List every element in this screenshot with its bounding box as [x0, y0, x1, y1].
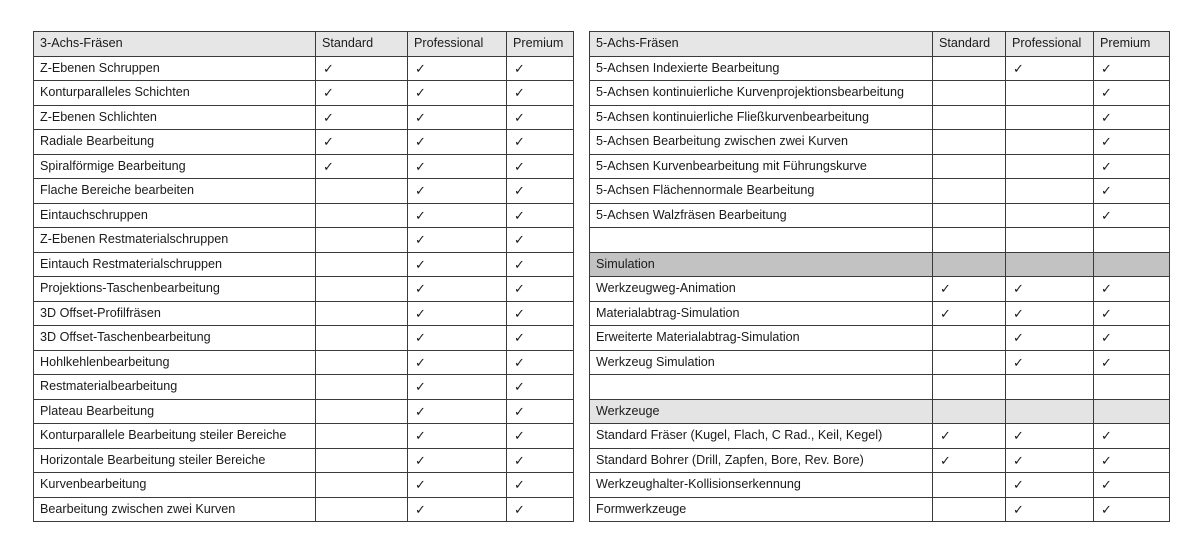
check-mark-icon: ✓	[1094, 81, 1170, 106]
feature-label: Standard Bohrer (Drill, Zapfen, Bore, Rev. Bore)	[590, 448, 933, 473]
feature-label	[590, 375, 933, 400]
check-mark-icon: ✓	[1094, 326, 1170, 351]
table-row	[34, 154, 574, 179]
table-row	[34, 81, 574, 106]
check-mark-icon: ✓	[408, 448, 507, 473]
table-row	[34, 473, 574, 498]
check-mark-icon: ✓	[316, 154, 408, 179]
check-mark-icon: ✓	[1094, 497, 1170, 522]
table-header-row	[34, 32, 574, 57]
check-mark-icon	[933, 105, 1006, 130]
check-mark-icon: ✓	[1006, 473, 1094, 498]
edition-header: Professional	[1006, 32, 1094, 57]
table-row	[34, 228, 574, 253]
check-mark-icon	[933, 497, 1006, 522]
section-header-row	[590, 399, 1170, 424]
check-mark-icon	[1006, 179, 1094, 204]
check-mark-icon	[316, 203, 408, 228]
check-mark-icon: ✓	[1006, 326, 1094, 351]
check-mark-icon	[316, 399, 408, 424]
table-row	[34, 448, 574, 473]
table-row	[590, 130, 1170, 155]
check-mark-icon: ✓	[507, 203, 574, 228]
feature-table-5-axis	[589, 31, 1170, 522]
table-row	[34, 326, 574, 351]
edition-header: Professional	[408, 32, 507, 57]
feature-label: 3D Offset-Taschenbearbeitung	[34, 326, 316, 351]
check-mark-icon: ✓	[1094, 350, 1170, 375]
category-header: 3-Achs-Fräsen	[34, 32, 316, 57]
check-mark-icon: ✓	[408, 399, 507, 424]
feature-label: Kurvenbearbeitung	[34, 473, 316, 498]
check-mark-icon	[1006, 130, 1094, 155]
check-mark-icon: ✓	[507, 473, 574, 498]
check-mark-icon: ✓	[408, 81, 507, 106]
category-header: 5-Achs-Fräsen	[590, 32, 933, 57]
check-mark-icon: ✓	[408, 375, 507, 400]
check-mark-icon	[316, 301, 408, 326]
edition-header: Premium	[507, 32, 574, 57]
check-mark-icon: ✓	[1006, 497, 1094, 522]
check-mark-icon: ✓	[1006, 448, 1094, 473]
check-mark-icon: ✓	[408, 326, 507, 351]
check-mark-icon: ✓	[507, 497, 574, 522]
check-mark-icon: ✓	[1094, 130, 1170, 155]
check-mark-icon: ✓	[408, 424, 507, 449]
check-mark-icon	[1094, 228, 1170, 253]
table-row	[590, 203, 1170, 228]
check-mark-icon	[933, 154, 1006, 179]
check-mark-icon: ✓	[408, 228, 507, 253]
check-mark-icon: ✓	[507, 228, 574, 253]
table-row	[590, 105, 1170, 130]
check-mark-icon: ✓	[507, 56, 574, 81]
check-mark-icon: ✓	[507, 179, 574, 204]
check-mark-icon	[1006, 154, 1094, 179]
feature-label: Eintauchschruppen	[34, 203, 316, 228]
check-mark-icon	[316, 473, 408, 498]
check-mark-icon	[316, 448, 408, 473]
check-mark-icon: ✓	[933, 301, 1006, 326]
check-mark-icon	[933, 473, 1006, 498]
table-row	[590, 424, 1170, 449]
check-mark-icon: ✓	[408, 56, 507, 81]
feature-label: Erweiterte Materialabtrag-Simulation	[590, 326, 933, 351]
edition-header: Standard	[933, 32, 1006, 57]
table-row	[34, 130, 574, 155]
table-row	[34, 252, 574, 277]
edition-header: Standard	[316, 32, 408, 57]
feature-label: 5-Achsen Bearbeitung zwischen zwei Kurven	[590, 130, 933, 155]
check-mark-icon	[1094, 399, 1170, 424]
check-mark-icon: ✓	[1006, 301, 1094, 326]
check-mark-icon	[1006, 228, 1094, 253]
feature-label: Werkzeug Simulation	[590, 350, 933, 375]
table-header-row	[590, 32, 1170, 57]
check-mark-icon: ✓	[1094, 56, 1170, 81]
check-mark-icon	[933, 375, 1006, 400]
check-mark-icon	[316, 375, 408, 400]
feature-label: Spiralförmige Bearbeitung	[34, 154, 316, 179]
spacer-row	[590, 375, 1170, 400]
check-mark-icon	[933, 203, 1006, 228]
check-mark-icon: ✓	[408, 130, 507, 155]
check-mark-icon: ✓	[408, 203, 507, 228]
check-mark-icon: ✓	[1094, 473, 1170, 498]
feature-label: Werkzeugweg-Animation	[590, 277, 933, 302]
check-mark-icon: ✓	[933, 448, 1006, 473]
check-mark-icon	[1094, 375, 1170, 400]
check-mark-icon	[1006, 399, 1094, 424]
table-row	[590, 179, 1170, 204]
table-row	[590, 473, 1170, 498]
table-row	[590, 56, 1170, 81]
check-mark-icon: ✓	[507, 277, 574, 302]
check-mark-icon	[316, 277, 408, 302]
feature-label: 5-Achsen Kurvenbearbeitung mit Führungskurve	[590, 154, 933, 179]
feature-label: Z-Ebenen Schruppen	[34, 56, 316, 81]
feature-label: Plateau Bearbeitung	[34, 399, 316, 424]
table-row	[34, 56, 574, 81]
check-mark-icon: ✓	[507, 130, 574, 155]
check-mark-icon: ✓	[316, 81, 408, 106]
feature-label: 5-Achsen kontinuierliche Kurvenprojektionsbearbeitung	[590, 81, 933, 106]
check-mark-icon: ✓	[1094, 277, 1170, 302]
check-mark-icon	[1094, 252, 1170, 277]
feature-label: Hohlkehlenbearbeitung	[34, 350, 316, 375]
table-row	[34, 179, 574, 204]
feature-label: 5-Achsen Walzfräsen Bearbeitung	[590, 203, 933, 228]
check-mark-icon: ✓	[1094, 154, 1170, 179]
table-row	[34, 375, 574, 400]
feature-label: Konturparallele Bearbeitung steiler Bereiche	[34, 424, 316, 449]
feature-label: Z-Ebenen Schlichten	[34, 105, 316, 130]
check-mark-icon: ✓	[1006, 350, 1094, 375]
feature-label: Z-Ebenen Restmaterialschruppen	[34, 228, 316, 253]
check-mark-icon	[933, 228, 1006, 253]
check-mark-icon: ✓	[1094, 105, 1170, 130]
check-mark-icon: ✓	[408, 179, 507, 204]
check-mark-icon	[933, 179, 1006, 204]
feature-label: Projektions-Taschenbearbeitung	[34, 277, 316, 302]
check-mark-icon: ✓	[408, 277, 507, 302]
check-mark-icon: ✓	[1006, 277, 1094, 302]
check-mark-icon: ✓	[1006, 56, 1094, 81]
table-row	[34, 277, 574, 302]
check-mark-icon: ✓	[1094, 203, 1170, 228]
check-mark-icon	[316, 497, 408, 522]
check-mark-icon: ✓	[408, 105, 507, 130]
feature-label: Flache Bereiche bearbeiten	[34, 179, 316, 204]
table-row	[590, 81, 1170, 106]
feature-label: Radiale Bearbeitung	[34, 130, 316, 155]
check-mark-icon	[933, 130, 1006, 155]
table-row	[590, 326, 1170, 351]
table-row	[34, 424, 574, 449]
check-mark-icon	[316, 252, 408, 277]
table-row	[590, 277, 1170, 302]
check-mark-icon	[1006, 105, 1094, 130]
check-mark-icon: ✓	[408, 252, 507, 277]
check-mark-icon: ✓	[316, 105, 408, 130]
check-mark-icon: ✓	[408, 350, 507, 375]
check-mark-icon	[1006, 252, 1094, 277]
check-mark-icon: ✓	[1094, 301, 1170, 326]
table-row	[590, 350, 1170, 375]
check-mark-icon: ✓	[408, 473, 507, 498]
table-row	[34, 350, 574, 375]
feature-label: Standard Fräser (Kugel, Flach, C Rad., Keil, Kegel)	[590, 424, 933, 449]
section-label: Werkzeuge	[590, 399, 933, 424]
check-mark-icon	[933, 350, 1006, 375]
feature-label: 3D Offset-Profilfräsen	[34, 301, 316, 326]
check-mark-icon: ✓	[507, 375, 574, 400]
table-row	[590, 497, 1170, 522]
edition-header: Premium	[1094, 32, 1170, 57]
table-row	[34, 203, 574, 228]
table-row	[590, 301, 1170, 326]
feature-label: Formwerkzeuge	[590, 497, 933, 522]
check-mark-icon: ✓	[507, 105, 574, 130]
spacer-row	[590, 228, 1170, 253]
check-mark-icon: ✓	[933, 277, 1006, 302]
table-row	[34, 301, 574, 326]
feature-label: Eintauch Restmaterialschruppen	[34, 252, 316, 277]
check-mark-icon: ✓	[507, 326, 574, 351]
check-mark-icon: ✓	[408, 154, 507, 179]
section-header-row	[590, 252, 1170, 277]
feature-label	[590, 228, 933, 253]
check-mark-icon: ✓	[1094, 424, 1170, 449]
check-mark-icon	[933, 252, 1006, 277]
check-mark-icon: ✓	[507, 448, 574, 473]
feature-label: Materialabtrag-Simulation	[590, 301, 933, 326]
check-mark-icon: ✓	[507, 81, 574, 106]
section-label: Simulation	[590, 252, 933, 277]
check-mark-icon: ✓	[507, 154, 574, 179]
check-mark-icon	[316, 179, 408, 204]
check-mark-icon: ✓	[507, 252, 574, 277]
check-mark-icon: ✓	[507, 350, 574, 375]
check-mark-icon: ✓	[507, 424, 574, 449]
check-mark-icon	[316, 424, 408, 449]
check-mark-icon: ✓	[507, 399, 574, 424]
check-mark-icon: ✓	[1006, 424, 1094, 449]
check-mark-icon	[933, 56, 1006, 81]
table-row	[34, 497, 574, 522]
check-mark-icon: ✓	[316, 56, 408, 81]
feature-label: 5-Achsen kontinuierliche Fließkurvenbearbeitung	[590, 105, 933, 130]
check-mark-icon	[1006, 375, 1094, 400]
check-mark-icon	[933, 326, 1006, 351]
check-mark-icon	[316, 326, 408, 351]
check-mark-icon	[933, 81, 1006, 106]
check-mark-icon: ✓	[408, 497, 507, 522]
feature-label: Konturparalleles Schichten	[34, 81, 316, 106]
check-mark-icon: ✓	[933, 424, 1006, 449]
check-mark-icon: ✓	[1094, 448, 1170, 473]
check-mark-icon: ✓	[316, 130, 408, 155]
feature-label: 5-Achsen Indexierte Bearbeitung	[590, 56, 933, 81]
check-mark-icon: ✓	[1094, 179, 1170, 204]
feature-label: 5-Achsen Flächennormale Bearbeitung	[590, 179, 933, 204]
check-mark-icon: ✓	[507, 301, 574, 326]
table-row	[590, 448, 1170, 473]
feature-table-3-axis	[33, 31, 574, 522]
table-row	[590, 154, 1170, 179]
table-row	[34, 105, 574, 130]
check-mark-icon	[316, 350, 408, 375]
feature-label: Bearbeitung zwischen zwei Kurven	[34, 497, 316, 522]
feature-label: Horizontale Bearbeitung steiler Bereiche	[34, 448, 316, 473]
check-mark-icon	[1006, 203, 1094, 228]
check-mark-icon	[933, 399, 1006, 424]
check-mark-icon	[316, 228, 408, 253]
check-mark-icon: ✓	[408, 301, 507, 326]
check-mark-icon	[1006, 81, 1094, 106]
feature-label: Restmaterialbearbeitung	[34, 375, 316, 400]
table-row	[34, 399, 574, 424]
feature-label: Werkzeughalter-Kollisionserkennung	[590, 473, 933, 498]
